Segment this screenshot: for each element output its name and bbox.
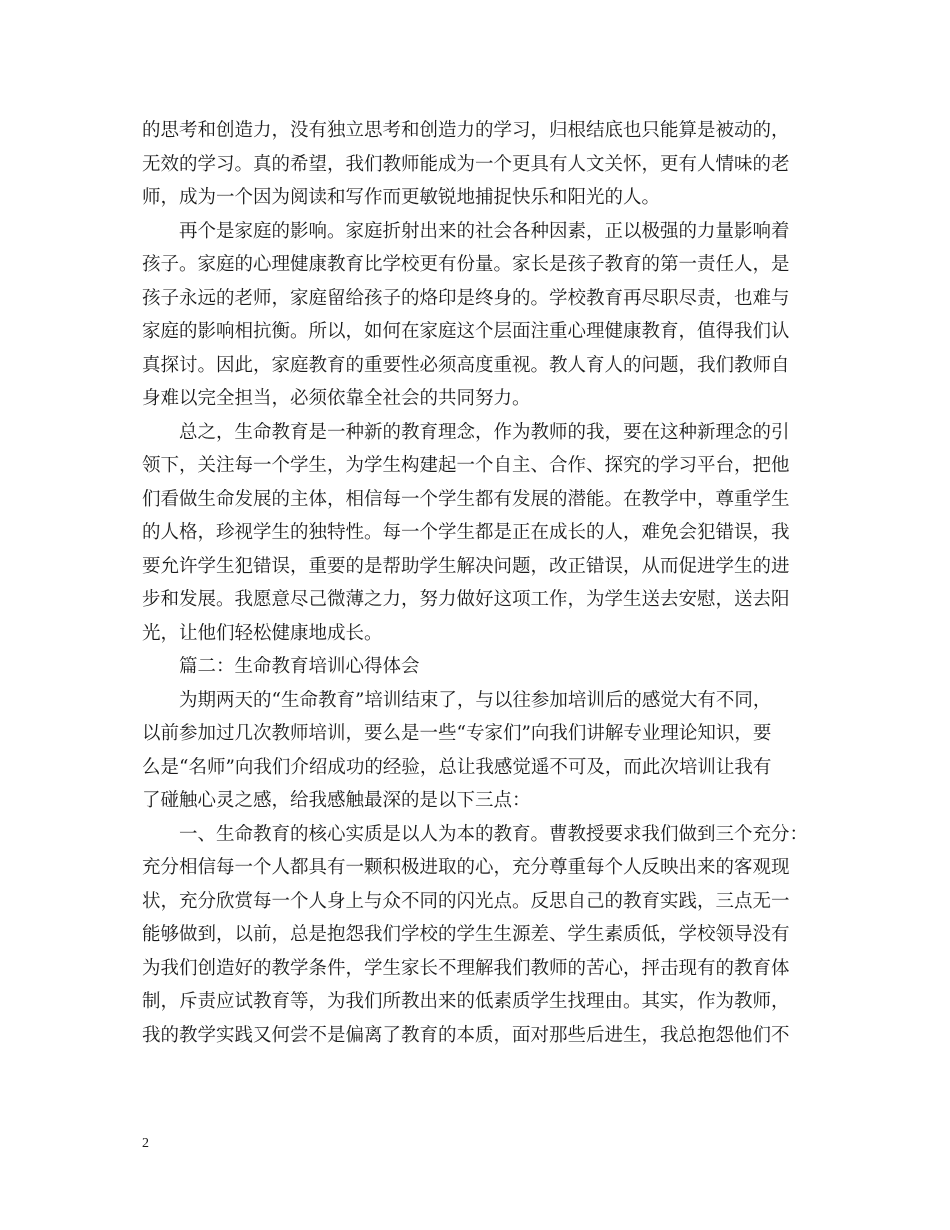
text-line: 家庭的影响相抗衡。所以，如何在家庭这个层面注重心理健康教育，值得我们认: [142, 321, 790, 342]
text-line: 我的教学实践又何尝不是偏离了教育的本质，面对那些后进生，我总抱怨他们不: [142, 1024, 790, 1046]
text-line: 了碰触心灵之感，给我感触最深的是以下三点：: [142, 790, 531, 811]
text-line: 要允许学生犯错误，重要的是帮助学生解决问题，改正错误，从而促进学生的进: [142, 555, 790, 577]
paragraph-start-line: 一、生命教育的核心实质是以人为本的教育。曹教授要求我们做到三个充分：: [179, 823, 809, 845]
text-line: 以前参加过几次教师培训，要么是一些“专家们”向我们讲解专业理论知识，要: [142, 723, 772, 744]
text-line: 师，成为一个因为阅读和写作而更敏锐地捕捉快乐和阳光的人。: [142, 187, 661, 208]
text-line: 孩子。家庭的心理健康教育比学校更有份量。家长是孩子教育的第一责任人，是: [142, 254, 790, 275]
text-line: 么是“名师”向我们介绍成功的经验，总让我感觉遥不可及，而此次培训让我有: [142, 756, 772, 778]
page-number: 2: [142, 1136, 149, 1151]
text-line: 身难以完全担当，必须依靠全社会的共同努力。: [142, 388, 531, 409]
text-line: 充分相信每一个人都具有一颗积极进取的心，充分尊重每个人反映出来的客观现: [142, 857, 790, 878]
text-line: 为我们创造好的教学条件，学生家长不理解我们教师的苦心，抨击现有的教育体: [142, 957, 790, 979]
text-line: 状，充分欣赏每一个人身上与众不同的闪光点。反思自己的教育实践，三点无一: [142, 890, 790, 912]
document-body: [142, 114, 827, 1052]
text-line: 光，让他们轻松健康地成长。: [142, 622, 383, 644]
text-line: 真探讨。因此，家庭教育的重要性必须高度重视。教人育人的问题，我们教师自: [142, 354, 790, 376]
text-line: 能够做到，以前，总是抱怨我们学校的学生生源差、学生素质低，学校领导没有: [142, 924, 790, 945]
text-line: 们看做生命发展的主体，相信每一个学生都有发展的潜能。在教学中，尊重学生: [142, 488, 790, 510]
paragraph-start-line: 总之，生命教育是一种新的教育理念，作为教师的我，要在这种新理念的引: [179, 421, 790, 443]
paragraph-start-line: 为期两天的“生命教育”培训结束了，与以往参加培训后的感觉大有不同，: [179, 689, 772, 711]
text-line: 制，斥责应试教育等，为我们所教出来的低素质学生找理由。其实，作为教师，: [142, 991, 790, 1012]
section-heading: 篇二：生命教育培训心得体会: [179, 656, 420, 677]
text-line: 步和发展。我愿意尽己微薄之力，努力做好这项工作，为学生送去安慰，送去阳: [142, 589, 790, 610]
text-line: 无效的学习。真的希望，我们教师能成为一个更具有人文关怀，更有人情味的老: [142, 153, 790, 175]
text-line: 领下，关注每一个学生，为学生构建起一个自主、合作、探究的学习平台，把他: [142, 455, 790, 476]
text-line: 的思考和创造力，没有独立思考和创造力的学习，归根结底也只能算是被动的，: [142, 120, 790, 141]
text-line: 孩子永远的老师，家庭留给孩子的烙印是终身的。学校教育再尽职尽责，也难与: [142, 287, 790, 309]
text-line: 的人格，珍视学生的独特性。每一个学生都是正在成长的人，难免会犯错误，我: [142, 522, 790, 543]
paragraph-start-line: 再个是家庭的影响。家庭折射出来的社会各种因素，正以极强的力量影响着: [179, 220, 790, 242]
